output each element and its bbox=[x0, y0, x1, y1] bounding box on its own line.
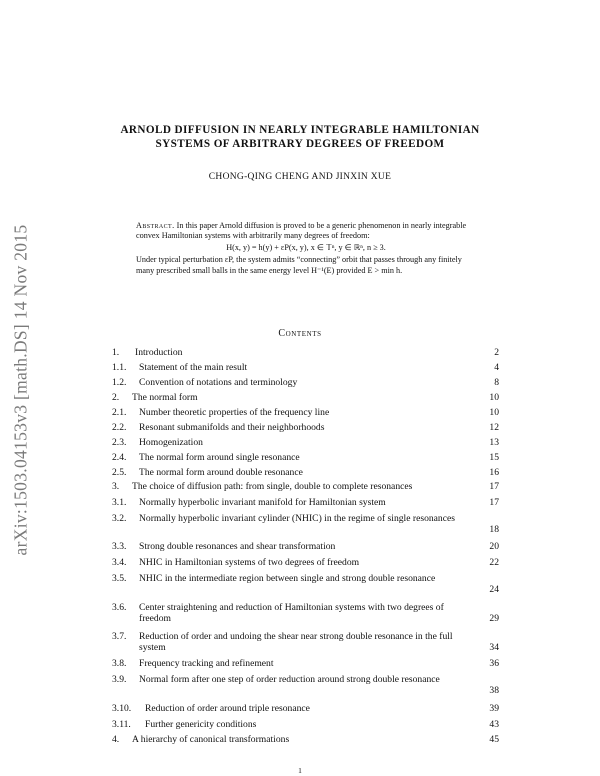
paper-title-line-1: ARNOLD DIFFUSION IN NEARLY INTEGRABLE HAMILTONIAN bbox=[120, 124, 480, 136]
toc-entry-title: Normally hyperbolic invariant cylinder (NHIC) in the regime of single resonances bbox=[139, 513, 455, 524]
toc-entry-number: 3.2. bbox=[112, 513, 127, 524]
arxiv-stamp bbox=[6, 190, 36, 590]
toc-entry-page: 45 bbox=[489, 734, 499, 745]
toc-entry-number: 3.3. bbox=[112, 541, 127, 552]
toc-entry-title: Statement of the main result bbox=[139, 362, 248, 373]
toc-entry-page: 13 bbox=[489, 437, 499, 448]
toc-entry-page: 29 bbox=[489, 613, 499, 624]
toc-entry-number: 1.2. bbox=[112, 377, 127, 388]
toc-entry-title: Further genericity conditions bbox=[145, 719, 257, 730]
toc-entry-title: Center straightening and reduction of Hamiltonian systems with two degrees of freedom bbox=[139, 602, 444, 624]
toc-entry-number: 3.6. bbox=[112, 602, 127, 613]
toc-entry-page: 16 bbox=[489, 467, 499, 478]
toc-entry-title: Resonant submanifolds and their neighborhoods bbox=[139, 422, 325, 433]
toc-entry-number: 3.11. bbox=[112, 719, 131, 730]
toc-entry-title: Normally hyperbolic invariant manifold for Hamiltonian system bbox=[139, 497, 386, 508]
toc-entry-number: 1. bbox=[112, 347, 120, 358]
toc-entry-number: 3. bbox=[112, 481, 120, 492]
toc-entry-number: 3.8. bbox=[112, 658, 127, 669]
toc-entry-number: 2.5. bbox=[112, 467, 127, 478]
toc-entry-title: The normal form around single resonance bbox=[139, 452, 300, 463]
toc-entry-page: 12 bbox=[489, 422, 499, 433]
toc-entry-title: A hierarchy of canonical transformations bbox=[132, 734, 290, 745]
contents-heading: Contents bbox=[278, 328, 322, 339]
toc-entry-number: 3.7. bbox=[112, 631, 127, 642]
toc-entry-title: Frequency tracking and refinement bbox=[139, 658, 274, 669]
toc-entry-title: The normal form around double resonance bbox=[139, 467, 303, 478]
toc-entry-page: 4 bbox=[494, 362, 499, 373]
abstract-text-2: Under typical perturbation εP, the system admits “connecting” orbit that passes through any finitely many prescribed small balls in the same energy level H⁻¹(E) provided E > min h. bbox=[136, 255, 462, 275]
toc-entry-title: Introduction bbox=[135, 347, 183, 358]
toc-entry-page: 17 bbox=[489, 497, 499, 508]
toc-entry-title: Strong double resonances and shear transformation bbox=[139, 541, 336, 552]
toc-entry-title: Reduction of order and undoing the shear near strong double resonance in the full system bbox=[139, 631, 453, 653]
toc-entry-number: 3.5. bbox=[112, 573, 127, 584]
paper-title-line-2: SYSTEMS OF ARBITRARY DEGREES OF FREEDOM bbox=[155, 138, 445, 150]
authors: CHONG-QING CHENG AND JINXIN XUE bbox=[208, 172, 392, 182]
toc-entry-page: 17 bbox=[489, 481, 499, 492]
toc-entry-title: Reduction of order around triple resonance bbox=[145, 703, 310, 714]
toc-entry-page: 24 bbox=[489, 584, 499, 595]
toc-entry-title: Convention of notations and terminology bbox=[139, 377, 298, 388]
toc-entry-title: Homogenization bbox=[139, 437, 203, 448]
abstract-paragraph bbox=[136, 221, 476, 242]
abstract-formula: H(x, y) = h(y) + εP(x, y), x ∈ 𝕋ⁿ, y ∈ ℝⁿ, n ≥ 3. bbox=[226, 242, 386, 252]
toc-entry-title: NHIC in Hamiltonian systems of two degrees of freedom bbox=[139, 557, 360, 568]
arxiv-stamp-text: arXiv:1503.04153v3 [math.DS] 14 Nov 2015 bbox=[10, 224, 31, 556]
toc-entry-number: 2.2. bbox=[112, 422, 127, 433]
toc-entry-page: 10 bbox=[489, 392, 499, 403]
toc-entry-page: 43 bbox=[489, 719, 499, 730]
toc-entry-page: 18 bbox=[489, 524, 499, 535]
toc-entry-number: 3.4. bbox=[112, 557, 127, 568]
toc-entry-number: 2.4. bbox=[112, 452, 127, 463]
abstract-label: Abstract. bbox=[136, 221, 175, 230]
toc-entry-number: 1.1. bbox=[112, 362, 127, 373]
toc-entry-title: Normal form after one step of order reduction around strong double resonance bbox=[139, 674, 440, 685]
page-number: 1 bbox=[298, 766, 302, 775]
toc-entry-page: 34 bbox=[489, 642, 499, 653]
toc-entry-number: 4. bbox=[112, 734, 120, 745]
toc-entry-number: 2. bbox=[112, 392, 120, 403]
abstract-text-1: In this paper Arnold diffusion is proved to be a generic phenomenon in nearly integrable convex Hamiltonian systems with arbitrarily many degrees of freedom: bbox=[136, 221, 467, 241]
toc-entry-number: 2.1. bbox=[112, 407, 127, 418]
toc-entry-number: 2.3. bbox=[112, 437, 127, 448]
toc-entry-page: 22 bbox=[489, 557, 499, 568]
toc-entry-title: NHIC in the intermediate region between single and strong double resonance bbox=[139, 573, 436, 584]
toc-entry-title: Number theoretic properties of the frequency line bbox=[139, 407, 330, 418]
toc-entry-page: 20 bbox=[489, 541, 499, 552]
toc-entry-page: 10 bbox=[489, 407, 499, 418]
toc-entry-page: 36 bbox=[489, 658, 499, 669]
toc-entry-number: 3.1. bbox=[112, 497, 127, 508]
toc-entry-page: 8 bbox=[494, 377, 499, 388]
toc-entry-page: 2 bbox=[494, 347, 499, 358]
abstract bbox=[136, 221, 476, 276]
toc-entry-page: 39 bbox=[489, 703, 499, 714]
toc-entry-page: 38 bbox=[489, 685, 499, 696]
toc-entry-number: 3.9. bbox=[112, 674, 127, 685]
toc-entry-title: The choice of diffusion path: from single, double to complete resonances bbox=[132, 481, 413, 492]
toc-entry-number: 3.10. bbox=[112, 703, 132, 714]
toc-entry-page: 15 bbox=[489, 452, 499, 463]
toc-entry-title: The normal form bbox=[132, 392, 198, 403]
